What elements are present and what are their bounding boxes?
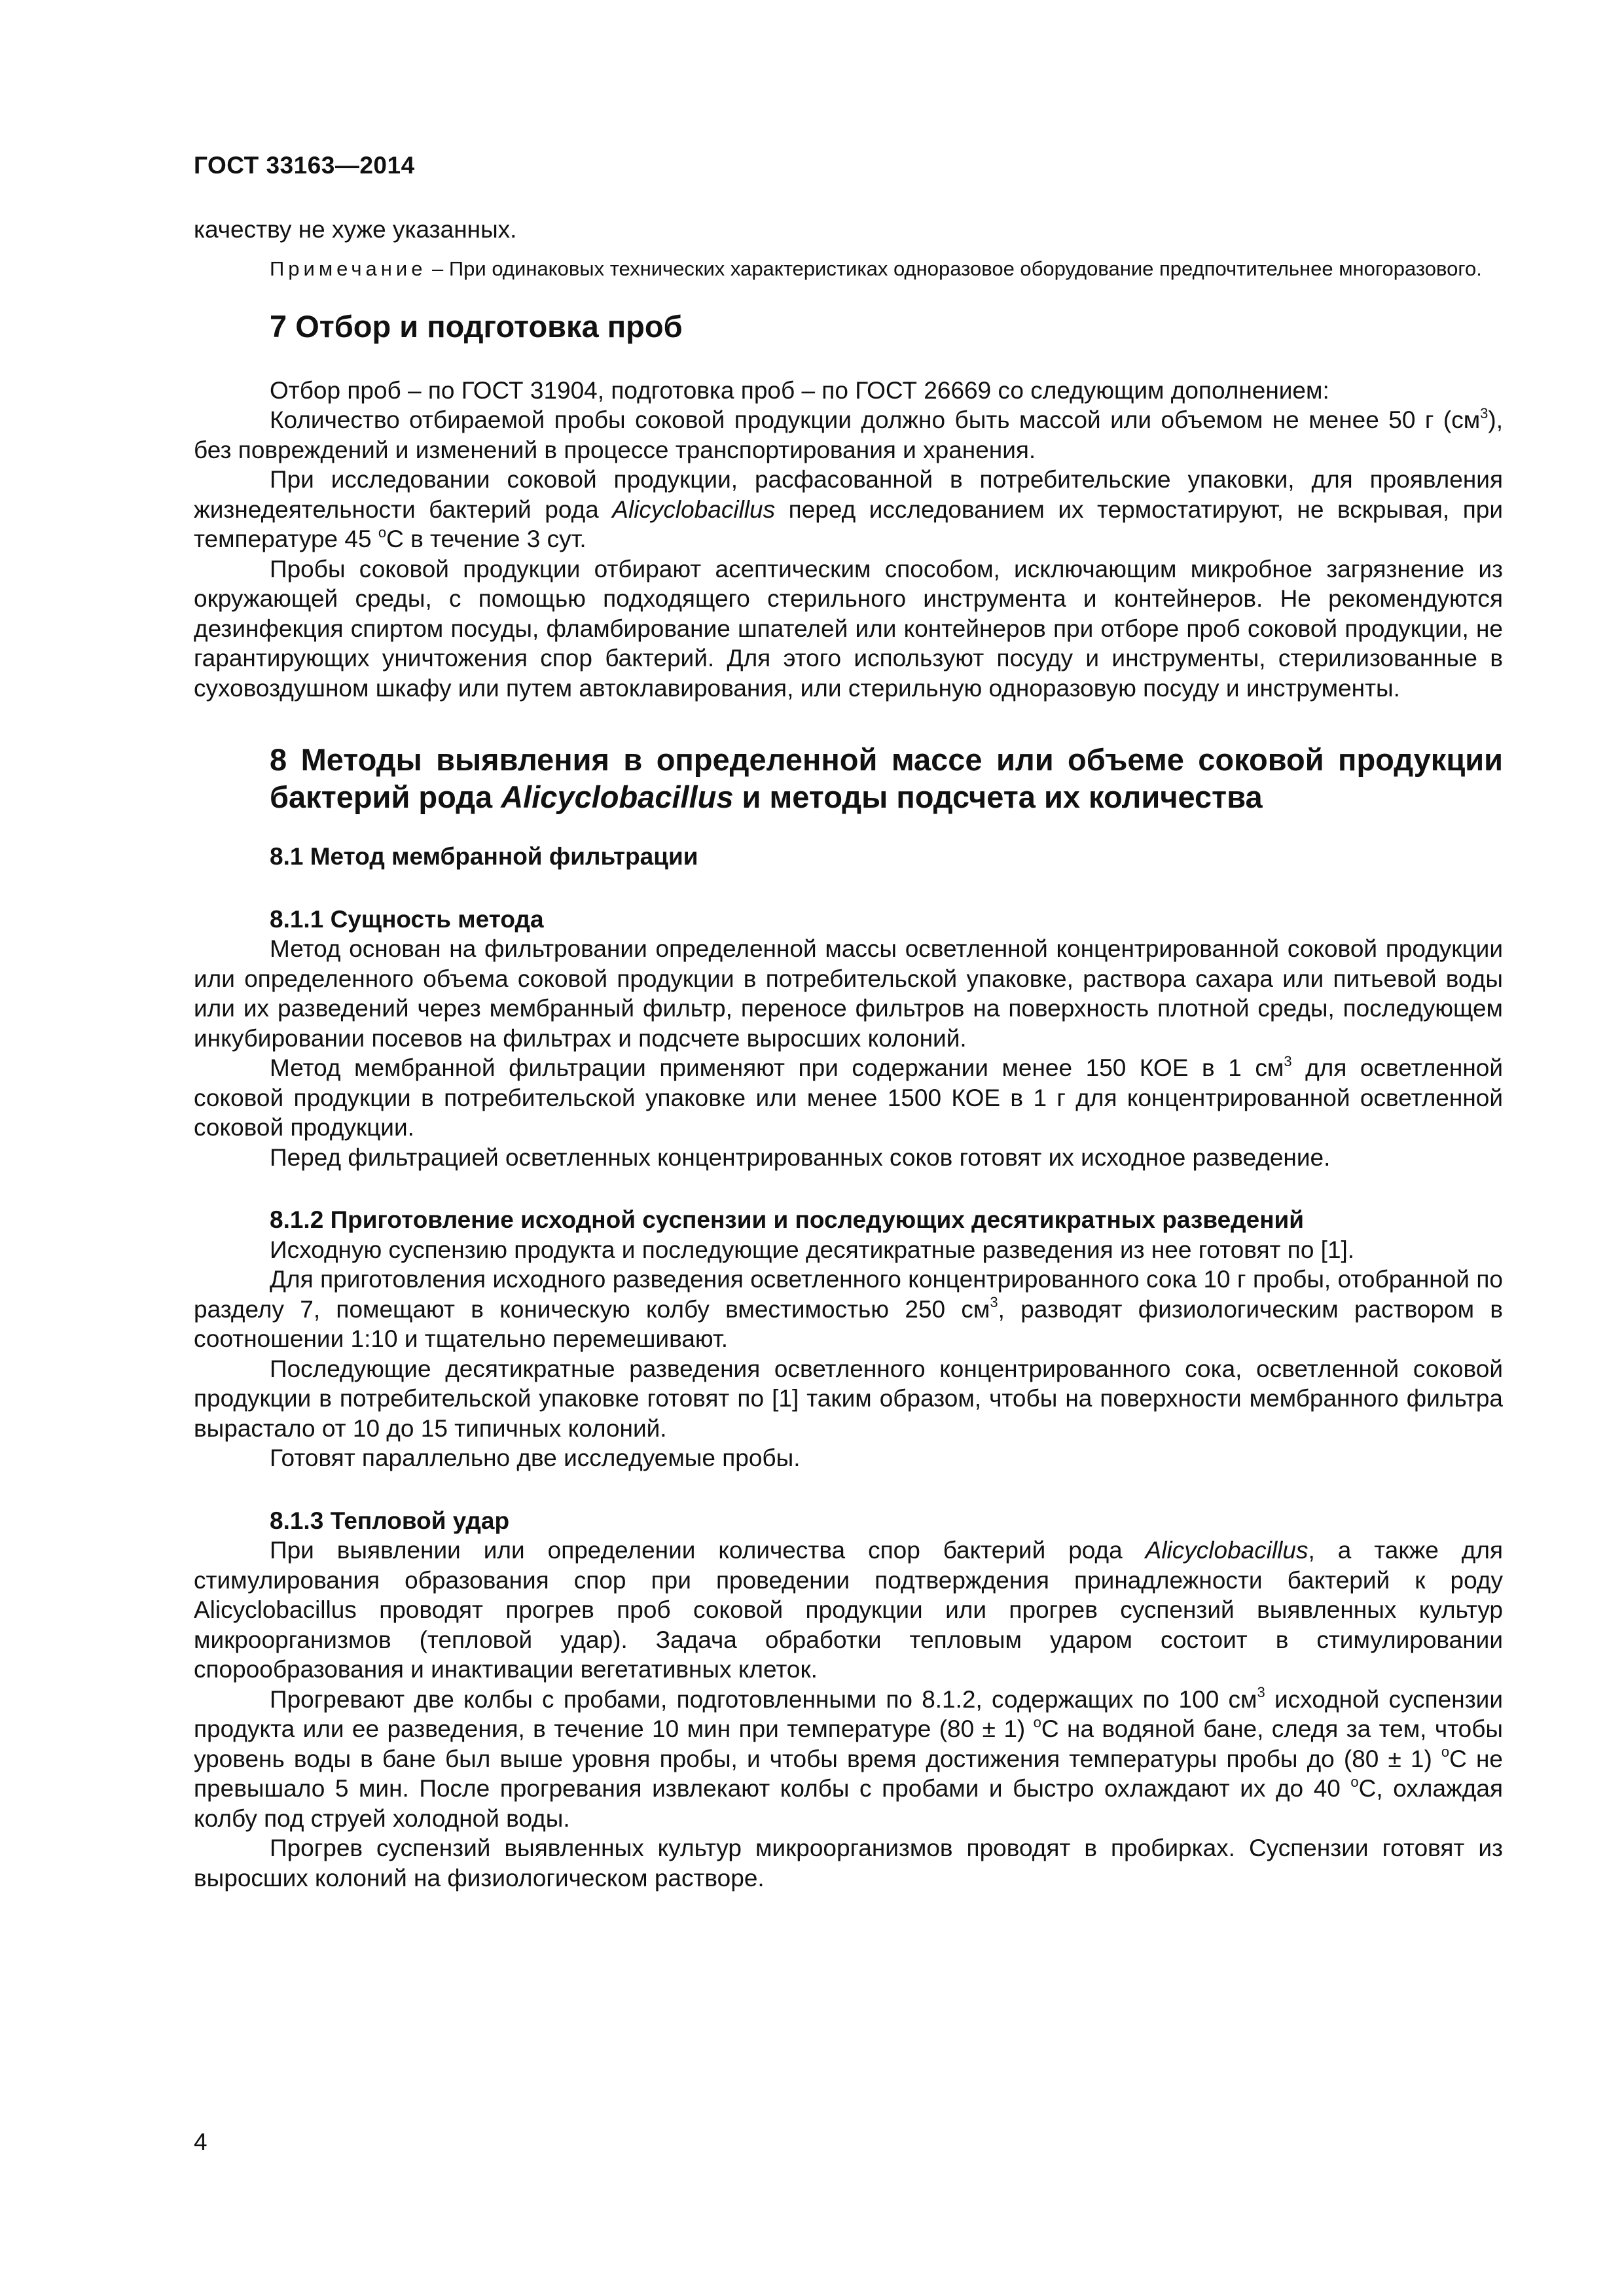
subsection-8-1-2-paragraph-2: Для приготовления исходного разведения осветленного концентрированного сока 10 г пробы, отобранной по разделу 7, помещают в коническую колбу вместимостью 250 $см^3$, разводят физиологическим раствором в соотношении 1:10 и тщательно перемешивают. [194,1266,1504,1352]
subsection-8-1-2-paragraph-3: Последующие десятикратные разведения осветленного концентрированного сока, осветленной соковой продукции в потребительской упаковке готовят по [1] таким образом, чтобы на поверхности мембранного фильтра вырастало от 10 до 15 типичных колоний. [194,1355,1503,1442]
page-content [194,215,1503,1893]
section-8-title: 8 Методы выявления в определенной массе или объеме соковой продукции бактерий рода Alicyclobacillus и методы подсчета их количества [270,742,1503,814]
subsection-8-1-2-title: 8.1.2 Приготовление исходной суспензии и последующих десятикратных разведений [270,1206,1305,1233]
subsection-8-1-1-paragraph-3: Перед фильтрацией осветленных концентрированных соков готовят их исходное разведение. [270,1143,1331,1171]
note-text: – При одинаковых технических характеристиках одноразовое оборудование предпочтительнее многоразового. [426,257,1482,280]
subsection-8-1-3-paragraph-3: Прогрев суспензий выявленных культур микроорганизмов проводят в пробирках. Суспензии готовят из выросших колоний на физиологическом растворе. [194,1835,1503,1892]
section-7-paragraph-1: Отбор проб – по ГОСТ 31904, подготовка проб – по ГОСТ 26669 со следующим дополнением: [270,376,1329,404]
subsection-8-1-1-paragraph-1: Метод основан на фильтровании определенной массы осветленной концентрированной соковой продукции или определенного объема соковой продукции в потребительской упаковке, раствора сахара или питьевой воды или их разведений через мембранный фильтр, переносе фильтров на поверхность плотной среды, последующем инкубировании посевов на фильтрах и подсчете выросших колоний. [194,935,1503,1052]
section-7-paragraph-4: Пробы соковой продукции отбирают асептическим способом, исключающим микробное загрязнение из окружающей среды, с помощью подходящего стерильного инструмента и контейнеров. Не рекомендуются дезинфекция спиртом посуды, фламбирование шпателей или контейнеров при отборе проб соковой продукции, не гарантирующих уничтожения спор бактерий. Для этого используют посуду и инструменты, стерилизованные в суховоздушном шкафу или путем автоклавирования, или стерильную одноразовую посуду и инструменты. [194,555,1503,702]
continuation-text: качеству не хуже указанных. [194,216,517,243]
subsection-8-1-3-title: 8.1.3 Тепловой удар [270,1507,510,1534]
subsection-8-1-2-paragraph-1: Исходную суспензию продукта и последующие десятикратные разведения из нее готовят по [1]. [270,1236,1355,1263]
subsection-8-1-3-paragraph-2: Прогревают две колбы с пробами, подготовленными по 8.1.2, содержащих по 100 $см^3$ исходной суспензии продукта или ее разведения, в течение 10 мин при температуре (80 ± 1) $^о$С на водяной бане, следя за тем, чтобы уровень воды в бане был выше уровня пробы, и чтобы время достижения температуры пробы до (80 ± 1) $^о$С не превышало 5 мин. После прогревания извлекают колбы с пробами и быстро охлаждают их до 40 $^о$С, охлаждая колбу под струей холодной воды. [194,1684,1504,1832]
subsection-8-1-3-paragraph-1: При выявлении или определении количества спор бактерий рода Alicyclobacillus, а также для стимулирования образования спор при проведении подтверждения принадлежности бактерий к роду Alicyclobacillus проводят прогрев проб соковой продукции или прогрев суспензий выявленных культур микроорганизмов (тепловой удар). Задача обработки тепловым ударом состоит в стимулировании спорообразования и инактивации вегетативных клеток. [194,1537,1503,1683]
section-7-title: 7 Отбор и подготовка проб [270,308,683,344]
subsection-8-1-1-paragraph-2: Метод мембранной фильтрации применяют при содержании менее 150 КОЕ в 1 $см^3$ для осветленной соковой продукции в потребительской упаковке или менее 1500 КОЕ в 1 г для концентрированной осветленной соковой продукции. [194,1052,1503,1141]
section-7-paragraph-2: Количество отбираемой пробы соковой продукции должно быть массой или объемом не менее 50 г $(см^3)$, без повреждений и изменений в процессе транспортирования и хранения. [194,404,1503,463]
subsection-8-1-title: 8.1 Метод мембранной фильтрации [270,843,698,870]
note-label: Примечание [270,257,427,280]
subsection-8-1-1-title: 8.1.1 Сущность метода [270,905,544,933]
page-number: 4 [194,2128,208,2155]
note-paragraph [194,257,1503,281]
section-7-paragraph-3: При исследовании соковой продукции, расфасованной в потребительские упаковки, для проявления жизнедеятельности бактерий рода Alicyclobacillus перед исследованием их термостатируют, не вскрывая, при температуре 45 $^о$С в течение 3 сут. [194,466,1503,552]
subsection-8-1-2-paragraph-4: Готовят параллельно две исследуемые пробы. [270,1444,801,1471]
standard-code-header: ГОСТ 33163—2014 [194,152,415,179]
